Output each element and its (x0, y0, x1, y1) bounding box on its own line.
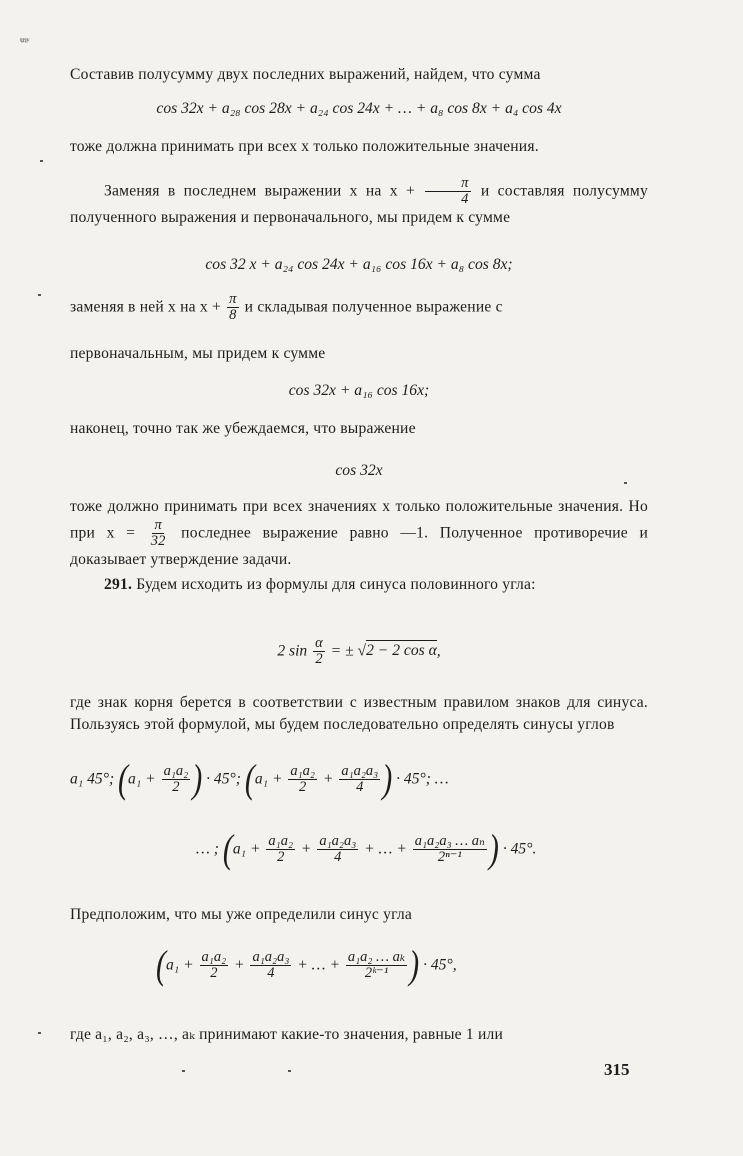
fraction-denominator: 4 (461, 191, 469, 208)
plus-sign: + (234, 956, 245, 974)
paren-open: ( (222, 826, 233, 872)
paragraph-10: Предположим, что мы уже определили синус угла (70, 906, 412, 923)
fraction (346, 950, 407, 981)
fraction-numerator: a₁a₂a₃ (341, 763, 379, 779)
paren-close: ) (382, 756, 393, 802)
paragraph-3 (70, 176, 648, 229)
paren-open: ( (156, 942, 166, 988)
formula-2: cos 32 x + a₂₄ cos 24x + a₁₆ cos 16x + a₈ cos 8x; (205, 256, 513, 273)
formula-8 (156, 942, 636, 988)
angle-2-start: a₁ + (128, 770, 156, 788)
paragraph-3-start: Заменяя в последнем выражении x на x + (104, 182, 415, 200)
fraction (162, 764, 191, 795)
scan-speck (38, 294, 41, 296)
ellipsis-start: … ; (196, 840, 219, 858)
angle-2-end: · 45°; (206, 770, 241, 788)
fraction-numerator: α (315, 635, 323, 651)
formula-5 (70, 636, 648, 667)
fraction-denominator: 2 (277, 849, 285, 866)
plus-ellipsis: + … + (364, 840, 407, 858)
plus-ellipsis: + … + (297, 956, 340, 974)
fraction-alpha-2 (313, 636, 325, 667)
plus-sign: + (300, 840, 312, 858)
angle-3-start: a₁ + (254, 770, 283, 788)
formula-7 (196, 826, 656, 872)
fraction-numerator: a₁a₂ (290, 763, 315, 779)
fraction (339, 764, 380, 795)
fraction-denominator: 2 (299, 779, 307, 796)
paren-close: ) (488, 826, 499, 872)
plus-sign: + (322, 770, 334, 788)
paragraph-2: тоже должна принимать при всех x только положительные значения. (70, 138, 539, 155)
scan-speck (38, 1032, 41, 1034)
paragraph-1: Составив полусумму двух последних выражений, найдем, что сумма (70, 66, 541, 83)
paragraph-4 (70, 292, 648, 323)
fraction-numerator: a₁a₂ (163, 763, 189, 779)
paragraph-5: первоначальным, мы придем к сумме (70, 345, 326, 362)
fraction-numerator: π (154, 517, 162, 533)
scan-speck (40, 160, 43, 162)
fraction-numerator: a₁a₂ (268, 833, 294, 849)
fraction-denominator: 4 (356, 779, 364, 796)
fraction-pi-8 (227, 292, 238, 323)
fraction-numerator: π (425, 176, 470, 192)
paragraph-11: где a₁, a₂, a₃, …, aₖ принимают какие-то значения, равные 1 или (70, 1026, 504, 1043)
fraction-pi-32 (149, 518, 168, 549)
fraction-denominator: 2 (210, 965, 218, 982)
formula-3: cos 32x + a₁₆ cos 16x; (288, 382, 430, 399)
paren-open: ( (244, 756, 255, 802)
paragraph-4-end: и складывая полученное выражение с (244, 298, 503, 316)
formula-5-left: 2 sin (277, 642, 308, 660)
fraction (413, 834, 487, 865)
fraction-numerator: a₁a₂a₃ (319, 833, 357, 849)
radicand: 2 − 2 cos α (366, 642, 437, 660)
angle-1: a₁ 45°; (70, 770, 115, 788)
page-number: 315 (604, 1060, 630, 1079)
term-a1: a₁ + (166, 956, 194, 974)
paren-open: ( (118, 756, 129, 802)
paragraph-4-start: заменяя в ней x на x + (70, 298, 221, 316)
fraction-denominator: 2ⁿ⁻¹ (437, 849, 462, 866)
paragraph-8-text: Будем исходить из формулы для синуса половинного угла: (136, 576, 536, 593)
paragraph-7-start: тоже должно принимать при всех значениях x только положительные значения. Но при x = (70, 498, 648, 542)
fraction-numerator: a₁a₂ (201, 949, 227, 965)
paragraph-3-end: и составляя полусумму полученного выражения и первоначального, мы придем к сумме (70, 182, 648, 227)
formula-7-end: · 45°. (502, 840, 537, 858)
scan-speck (182, 1070, 185, 1072)
fraction-pi-4 (425, 176, 470, 207)
formula-6 (70, 756, 648, 802)
fraction-denominator: 8 (229, 307, 237, 324)
problem-number: 291. (104, 576, 133, 593)
fraction-numerator: π (229, 291, 237, 307)
formula-5-end: , (436, 642, 441, 660)
fraction-denominator: 2 (315, 651, 323, 668)
fraction-denominator: 2ᵏ⁻¹ (364, 965, 389, 982)
scan-speck (624, 482, 627, 484)
fraction-numerator: a₁a₂a₃ (252, 949, 290, 965)
fraction-denominator: 32 (150, 533, 166, 550)
fraction (250, 950, 291, 981)
corner-mark: ᵗᵍᵉᵖʸ (20, 36, 29, 47)
fraction (266, 834, 295, 865)
formula-5-right: = ± √ (330, 642, 367, 660)
angle-3-end: · 45°; … (396, 770, 449, 788)
fraction-denominator: 4 (334, 849, 342, 866)
fraction (317, 834, 358, 865)
formula-1: cos 32x + a₂₈ cos 28x + a₂₄ cos 24x + … + a₈ cos 8x + a₄ cos 4x (156, 100, 562, 117)
paragraph-7-end: последнее выражение равно —1. Полученное противоречие и доказывает утверждение задачи. (70, 524, 648, 569)
paragraph-6: наконец, точно так же убеждаемся, что выражение (70, 420, 416, 437)
paren-close: ) (192, 756, 203, 802)
scan-speck (288, 1070, 291, 1072)
term-a1: a₁ + (232, 840, 261, 858)
fraction-denominator: 4 (267, 965, 275, 982)
formula-8-end: · 45°, (423, 956, 457, 974)
paren-close: ) (409, 942, 420, 988)
fraction-denominator: 2 (172, 779, 180, 796)
fraction-numerator: a₁a₂a₃ … aₙ (414, 833, 485, 849)
fraction (200, 950, 229, 981)
paragraph-9: где знак корня берется в соответствии с известным правилом знаков для синуса. Пользуясь этой формулой, мы будем последовательно определять синусы углов (70, 694, 648, 733)
formula-4: cos 32x (335, 462, 383, 479)
fraction (288, 764, 317, 795)
paragraph-8 (70, 574, 648, 596)
fraction-numerator: a₁a₂ … aₖ (347, 949, 406, 965)
paragraph-7 (70, 496, 648, 571)
